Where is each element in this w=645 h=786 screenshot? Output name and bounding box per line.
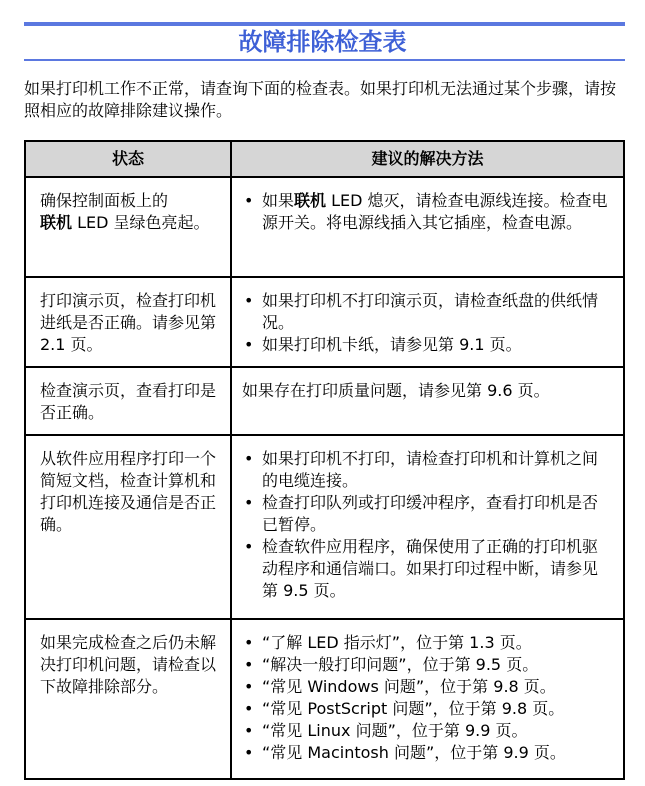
troubleshooting-table — [24, 140, 625, 780]
status-cell — [25, 177, 231, 277]
table-header-row — [25, 141, 624, 177]
table-row — [25, 177, 624, 277]
table-row — [25, 435, 624, 619]
solution-list — [242, 290, 613, 356]
list-item: • 检查打印队列或打印缓冲程序，查看打印机是否已暂停。 — [242, 492, 613, 536]
solution-cell — [231, 277, 624, 367]
status-cell: 检查演示页，查看打印是否正确。 — [25, 367, 231, 435]
table-row — [25, 367, 624, 435]
online-label: 联机 — [294, 191, 327, 210]
solution-cell — [231, 435, 624, 619]
page-title: 故障排除检查表 — [238, 28, 407, 56]
status-cell: 如果完成检查之后仍未解决打印机问题，请检查以下故障排除部分。 — [25, 619, 231, 779]
list-item: • 如果打印机卡纸，请参见第 9.1 页。 — [242, 334, 613, 356]
table-row — [25, 277, 624, 367]
list-item: • “常见 Macintosh 问题”，位于第 9.9 页。 — [242, 742, 613, 764]
title-rule-bottom — [24, 59, 625, 61]
list-item: • “了解 LED 指示灯”，位于第 1.3 页。 — [242, 632, 613, 654]
list-item: • 如果打印机不打印演示页，请检查纸盘的供纸情况。 — [242, 290, 613, 334]
list-item: • “解决一般打印问题”，位于第 9.5 页。 — [242, 654, 613, 676]
list-item: • “常见 Linux 问题”，位于第 9.9 页。 — [242, 720, 613, 742]
solution-list — [242, 190, 613, 234]
item-text: LED 熄灭，请检查电源线连接。检查电源开关。将电源线插入其它插座，检查电源。 — [262, 191, 608, 232]
status-cell: 打印演示页，检查打印机进纸是否正确。请参见第 2.1 页。 — [25, 277, 231, 367]
list-item: • 检查软件应用程序，确保使用了正确的打印机驱动程序和通信端口。如果打印过程中断，请参见第 9.5 页。 — [242, 536, 613, 602]
online-label: 联机 — [40, 213, 73, 232]
status-cell: 从软件应用程序打印一个简短文档，检查计算机和打印机连接及通信是否正确。 — [25, 435, 231, 619]
status-text: LED 呈绿色亮起。 — [72, 213, 210, 232]
intro-paragraph: 如果打印机工作不正常，请查询下面的检查表。如果打印机无法通过某个步骤，请按照相应的故障排除建议操作。 — [24, 79, 617, 120]
solution-cell — [231, 177, 624, 277]
table-row — [25, 619, 624, 779]
header-solution: 建议的解决方法 — [231, 141, 624, 177]
solution-cell: 如果存在打印质量问题，请参见第 9.6 页。 — [231, 367, 624, 435]
list-item: • 如果打印机不打印，请检查打印机和计算机之间的电缆连接。 — [242, 448, 613, 492]
solution-list — [242, 632, 613, 764]
list-item: • “常见 Windows 问题”，位于第 9.8 页。 — [242, 676, 613, 698]
list-item — [242, 190, 613, 234]
list-item: • “常见 PostScript 问题”，位于第 9.8 页。 — [242, 698, 613, 720]
status-text: 确保控制面板上的 — [40, 191, 169, 210]
item-text: 如果 — [262, 191, 295, 210]
header-status: 状态 — [25, 141, 231, 177]
solution-cell — [231, 619, 624, 779]
solution-list — [242, 448, 613, 602]
